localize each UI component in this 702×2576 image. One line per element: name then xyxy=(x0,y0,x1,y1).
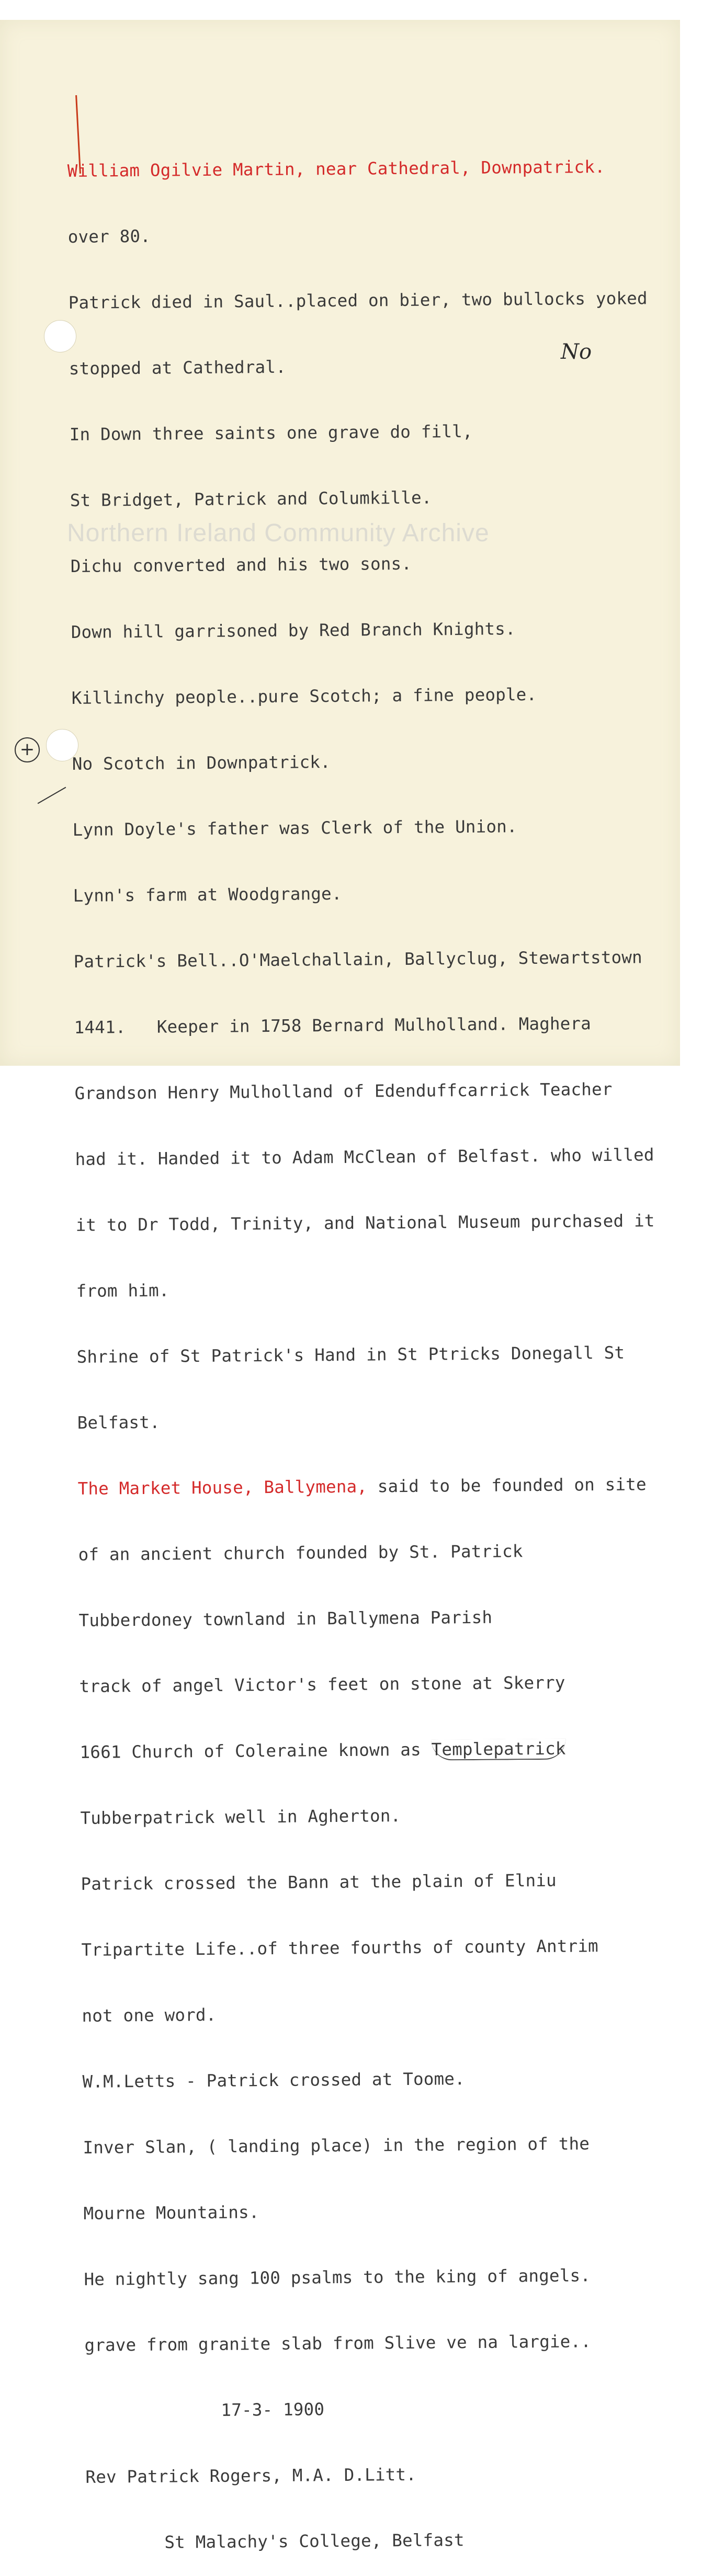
author-line: Rev Patrick Rogers, M.A. D.Litt. xyxy=(85,2464,417,2487)
text-line: Patrick died in Saul..placed on bier, two bullocks yoked xyxy=(68,288,648,313)
date-line: 17-3- 1900 xyxy=(221,2399,325,2420)
text-line: 1441. Keeper in 1758 Bernard Mulholland. Maghera xyxy=(74,1013,592,1038)
text-line: grave from granite slab from Slive ve na largie.. xyxy=(84,2331,592,2355)
text-line: track of angel Victor's feet on stone at Skerry xyxy=(79,1672,565,1696)
text-line: it to Dr Todd, Trinity, and National Museum purchased it xyxy=(75,1211,655,1235)
church-line-text: 1661 Church of Coleraine known as xyxy=(80,1739,432,1762)
typed-notes xyxy=(67,111,693,2576)
text-line: W.M.Letts - Patrick crossed at Toome. xyxy=(82,2069,466,2092)
archive-watermark: Northern Ireland Community Archive xyxy=(67,519,490,547)
text-line: of an ancient church founded by St. Patrick xyxy=(78,1541,523,1565)
text-line: Lynn Doyle's father was Clerk of the Union. xyxy=(72,816,517,840)
header-line: William Ogilvie Martin, near Cathedral, Downpatrick. xyxy=(67,156,605,181)
text-line: Shrine of St Patrick's Hand in St Ptricks Donegall St xyxy=(76,1342,625,1367)
text-line: Dichu converted and his two sons. xyxy=(70,553,412,576)
text-line: No Scotch in Downpatrick. xyxy=(72,752,331,774)
text-line: had it. Handed it to Adam McClean of Belfast. who willed xyxy=(75,1145,654,1169)
templepatrick-underlined: Templepatrick xyxy=(431,1738,566,1760)
college-line: St Malachy's College, Belfast xyxy=(164,2530,465,2552)
text-line: Tubberdoney townland in Ballymena Parish xyxy=(78,1607,493,1631)
text-line: Lynn's farm at Woodgrange. xyxy=(73,883,342,906)
text-line: not one word. xyxy=(82,2004,217,2026)
text-line: Patrick's Bell..O'Maelchallain, Ballyclug, Stewartstown xyxy=(73,947,642,972)
text-line: Belfast. xyxy=(77,1412,160,1433)
text-line: Down hill garrisoned by Red Branch Knights. xyxy=(71,619,516,642)
text-line: Patrick crossed the Bann at the plain of Elniu xyxy=(81,1870,557,1894)
text-line: He nightly sang 100 psalms to the king of angels. xyxy=(84,2265,591,2289)
text-line: Inver Slan, ( landing place) in the region of the xyxy=(83,2134,590,2158)
text-line: Mourne Mountains. xyxy=(83,2202,259,2224)
text-line: over 80. xyxy=(67,226,151,247)
handwritten-no-mark: No xyxy=(561,340,592,364)
market-rest: said to be founded on site xyxy=(367,1474,647,1497)
church-line xyxy=(80,1737,686,1763)
text-line: Tubberpatrick well in Agherton. xyxy=(80,1806,401,1828)
text-line: In Down three saints one grave do fill, xyxy=(69,421,473,444)
text-line: Killinchy people..pure Scotch; a fine people. xyxy=(71,684,537,708)
text-line: Grandson Henry Mulholland of Edenduffcarrick Teacher xyxy=(74,1079,613,1103)
market-line xyxy=(77,1473,684,1500)
text-line: Tripartite Life..of three fourths of county Antrim xyxy=(81,1936,599,1960)
text-line: from him. xyxy=(76,1280,169,1301)
market-heading: The Market House, Ballymena, xyxy=(77,1476,368,1499)
circled-plus-mark: + xyxy=(15,737,40,762)
text-line: St Bridget, Patrick and Columkille. xyxy=(70,487,432,510)
text-line: stopped at Cathedral. xyxy=(69,357,287,379)
